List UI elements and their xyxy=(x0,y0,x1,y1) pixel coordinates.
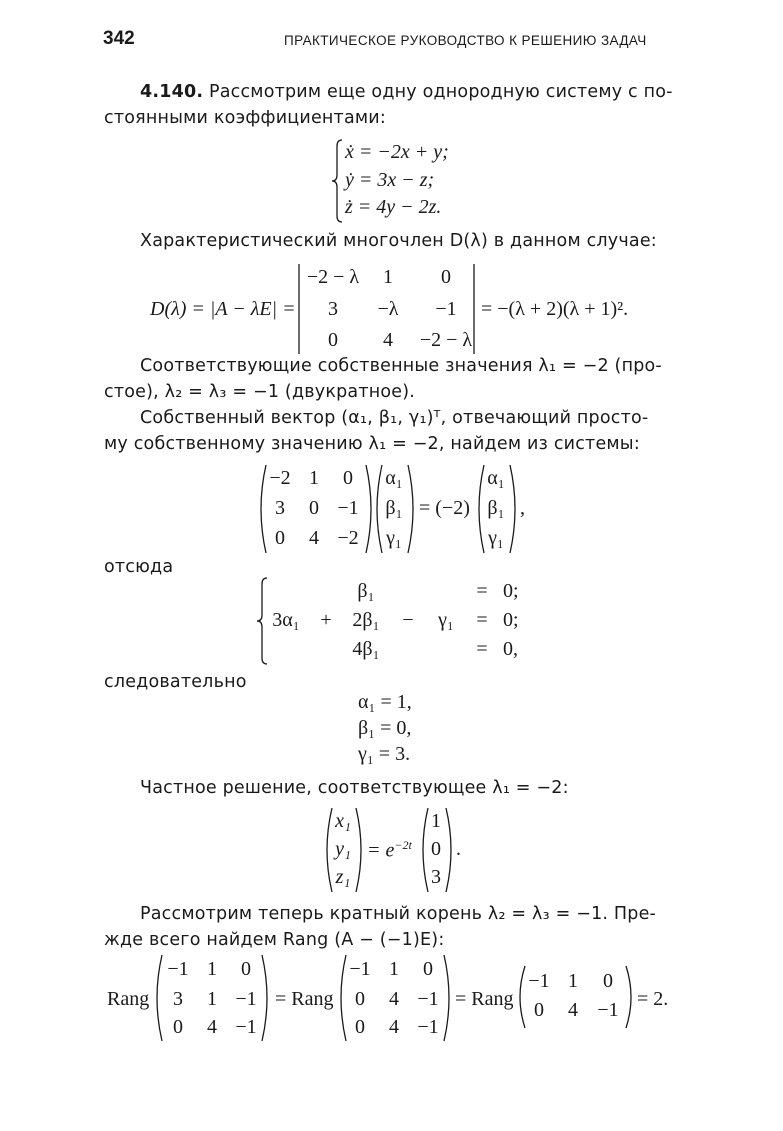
sys2-r2-c2: + xyxy=(320,609,332,631)
eqA-23: −1 xyxy=(337,497,359,519)
partial-vec-z: z₁ xyxy=(335,866,351,888)
sys2-r2-c4: − xyxy=(402,609,414,631)
det-cell-13: 0 xyxy=(441,266,451,288)
solution-gamma: γ₁ = 3. xyxy=(358,743,411,765)
rank-m1-12: 1 xyxy=(207,958,217,980)
rank-m2-11: −1 xyxy=(349,958,371,980)
rank-m2-32: 4 xyxy=(389,1016,399,1038)
rank-label-1: Rang xyxy=(107,988,150,1010)
eqv2-2: β₁ xyxy=(487,497,505,519)
system1-eq3: ż = 4y − 2z. xyxy=(345,196,442,218)
sys2-r1-rhs: 0; xyxy=(503,580,519,602)
rank-m2-21: 0 xyxy=(355,988,365,1010)
rank-m1-33: −1 xyxy=(235,1016,257,1038)
partial-vec2-3: 3 xyxy=(431,866,441,888)
sys2-r1-eq: = xyxy=(476,580,488,602)
rank-result: = 2. xyxy=(637,988,669,1010)
system1-eq1: ẋ = −2x + y; xyxy=(345,141,449,163)
rank-m1-22: 1 xyxy=(207,988,217,1010)
partial-text: Частное решение, соответствующее λ₁ = −2: xyxy=(140,778,569,798)
rank-m3-21: 0 xyxy=(534,999,544,1021)
eqA-13: 0 xyxy=(343,467,353,489)
det-cell-11: −2 − λ xyxy=(306,266,360,288)
solution-beta: β₁ = 0, xyxy=(358,717,412,739)
eq-mid: = (−2) xyxy=(419,497,470,519)
eqA-21: 3 xyxy=(275,497,285,519)
rank-m1-31: 0 xyxy=(173,1016,183,1038)
otsyuda-text: отсюда xyxy=(104,557,174,577)
det-cell-32: 4 xyxy=(383,329,393,351)
sys2-r2-c3: 2β₁ xyxy=(352,609,380,631)
rank-m2-31: 0 xyxy=(355,1016,365,1038)
rank-eq-2: = Rang xyxy=(455,988,514,1010)
sys2-r3-c3: 4β₁ xyxy=(352,638,380,660)
rank-eq-1: = Rang xyxy=(275,988,334,1010)
det-cell-31: 0 xyxy=(328,329,338,351)
multiple-line1: Рассмотрим теперь кратный корень λ₂ = λ₃ = −1. Пре- xyxy=(140,904,657,924)
rank-m1-13: 0 xyxy=(241,958,251,980)
rank-m3-11: −1 xyxy=(528,970,550,992)
rank-m3-23: −1 xyxy=(597,999,619,1021)
sys2-r2-eq: = xyxy=(476,609,488,631)
rank-m1-23: −1 xyxy=(235,988,257,1010)
sys2-r2-c1: 3α₁ xyxy=(272,609,300,631)
eqA-33: −2 xyxy=(337,527,359,549)
det-rhs: = −(λ + 2)(λ + 1)². xyxy=(481,298,629,320)
partial-vec-x: x₁ xyxy=(335,810,351,832)
partial-tail: . xyxy=(456,838,461,860)
rank-m3-13: 0 xyxy=(603,970,613,992)
page-number: 342 xyxy=(103,28,135,49)
eqv2-1: α₁ xyxy=(487,467,505,489)
eq-tail: , xyxy=(520,497,525,519)
system1-eq2: ẏ = 3x − z; xyxy=(345,169,435,191)
eigen-line1: Соответствующие собственные значения λ₁ = −2 (про- xyxy=(140,356,662,376)
eqv-3: γ₁ xyxy=(386,527,402,549)
rank-m1-21: 3 xyxy=(173,988,183,1010)
rank-m2-22: 4 xyxy=(389,988,399,1010)
partial-vec2-2: 0 xyxy=(431,838,441,860)
rank-m2-12: 1 xyxy=(389,958,399,980)
partial-exp-base: = $e^{-2t}$ xyxy=(367,838,412,862)
det-cell-22: −λ xyxy=(377,298,399,320)
running-title: ПРАКТИЧЕСКОЕ РУКОВОДСТВО К РЕШЕНИЮ ЗАДАЧ xyxy=(284,33,647,48)
eqA-31: 0 xyxy=(275,527,285,549)
system1-brace xyxy=(332,140,346,222)
eigvec-line2: му собственному значению λ₁ = −2, найдем из системы: xyxy=(104,434,640,454)
eqA-22: 0 xyxy=(309,497,319,519)
sys2-r3-rhs: 0, xyxy=(503,638,518,660)
eqv-1: α₁ xyxy=(385,467,403,489)
rank-m2-33: −1 xyxy=(417,1016,439,1038)
solution-alpha: α₁ = 1, xyxy=(358,691,412,713)
eigvec-line1: Собственный вектор (α₁, β₁, γ₁)ᵀ, отвечающий просто- xyxy=(140,408,649,428)
det-cell-23: −1 xyxy=(435,298,457,320)
eqv2-3: γ₁ xyxy=(488,527,504,549)
eqA-11: −2 xyxy=(269,467,291,489)
partial-vec-y: y₁ xyxy=(335,838,351,860)
rank-m3-22: 4 xyxy=(568,999,578,1021)
eqv-2: β₁ xyxy=(385,497,403,519)
partial-exp-power: −2t xyxy=(394,838,412,852)
det-lhs: D(λ) = |A − λE| = xyxy=(150,298,296,320)
char-poly-text: Характеристический многочлен D(λ) в данном случае: xyxy=(140,231,657,251)
det-cell-12: 1 xyxy=(383,266,393,288)
sys2-r2-rhs: 0; xyxy=(503,609,519,631)
eqA-32: 4 xyxy=(309,527,319,549)
partial-vec2-1: 1 xyxy=(431,810,441,832)
sys2-r1-c3: β₁ xyxy=(357,580,375,602)
det-cell-33: −2 − λ xyxy=(419,329,473,351)
eigen-line2: стое), λ₂ = λ₃ = −1 (двукратное). xyxy=(104,382,416,402)
rank-m2-23: −1 xyxy=(417,988,439,1010)
sledovatelno-text: следовательно xyxy=(104,672,247,692)
multiple-line2: жде всего найдем Rang (A − (−1)E): xyxy=(104,930,445,950)
sys2-r3-eq: = xyxy=(476,638,488,660)
problem-intro-text: Рассмотрим еще одну однородную систему с по- xyxy=(208,82,673,102)
rank-m1-11: −1 xyxy=(167,958,189,980)
problem-intro-line2: стоянными коэффициентами: xyxy=(104,108,386,128)
problem-number: 4.140. xyxy=(140,82,204,102)
sys2-r2-c5: γ₁ xyxy=(438,609,454,631)
problem-intro-line1 xyxy=(140,82,673,102)
eqA-12: 1 xyxy=(309,467,319,489)
rank-m2-13: 0 xyxy=(423,958,433,980)
rank-m1-32: 4 xyxy=(207,1016,217,1038)
rank-m3-12: 1 xyxy=(568,970,578,992)
det-cell-21: 3 xyxy=(328,298,338,320)
